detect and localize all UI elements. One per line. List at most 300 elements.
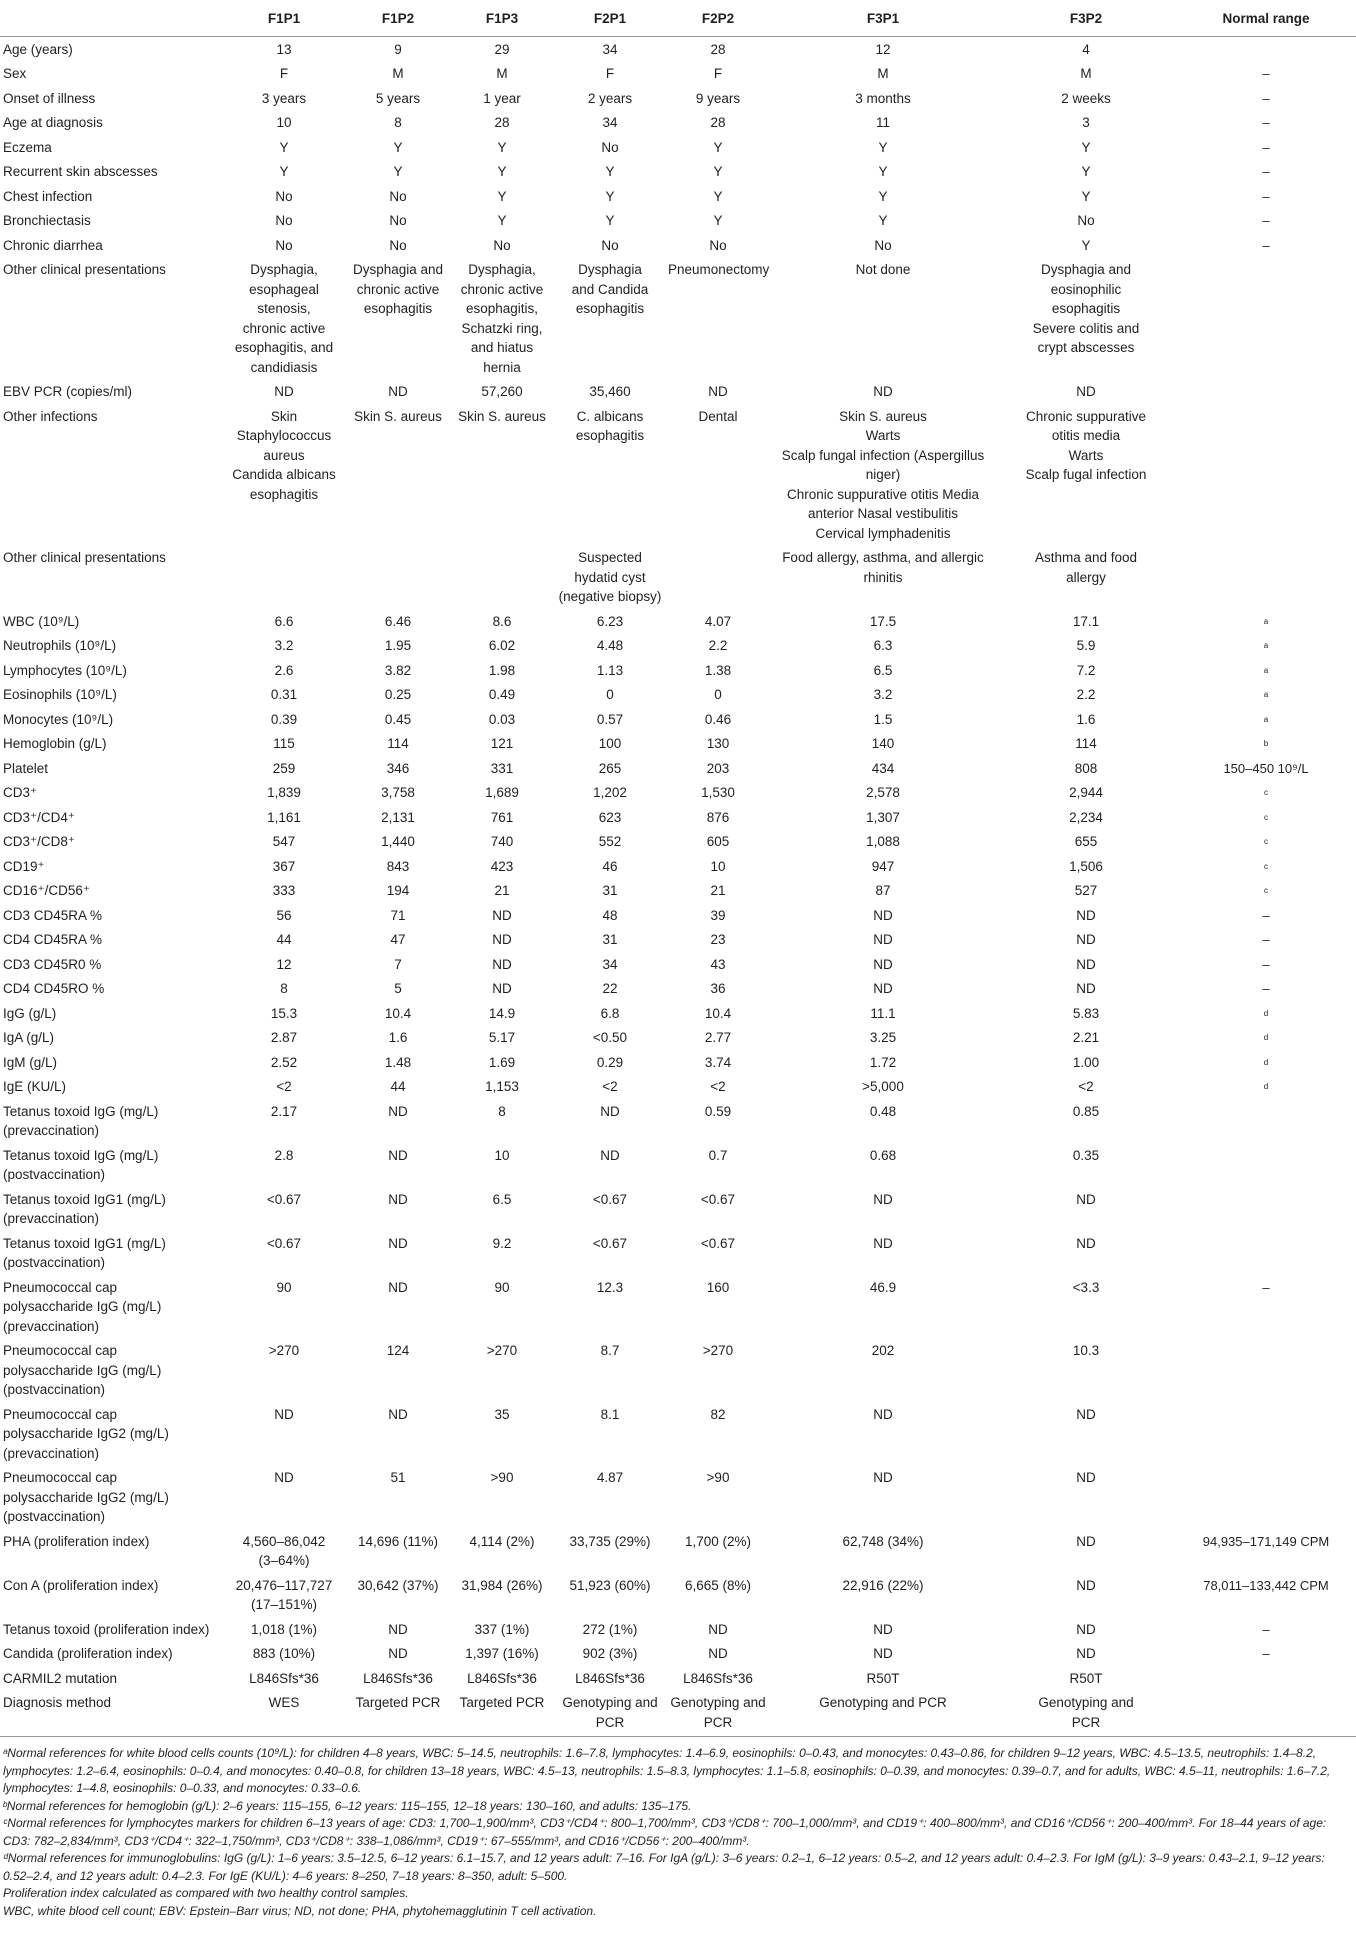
cell-line: ND xyxy=(1076,981,1096,996)
value-cell xyxy=(770,682,996,707)
value-cell xyxy=(770,1275,996,1339)
header-cell-f1p2: F1P2 xyxy=(346,0,450,36)
row-label xyxy=(0,61,222,86)
cell-line: 4.48 xyxy=(596,638,624,653)
cell-line: 2.6 xyxy=(274,662,294,678)
value-cell xyxy=(996,854,1176,879)
row-label xyxy=(0,1187,222,1231)
normal-range-cell xyxy=(1176,1690,1356,1737)
cell-line: (3–64%) xyxy=(258,1553,310,1568)
cell-line: ND xyxy=(873,1406,893,1422)
cell-line: a xyxy=(1263,616,1269,626)
cell-line: ND xyxy=(388,1621,408,1637)
value-cell xyxy=(346,135,450,160)
cell-line: CD3 CD45RA % xyxy=(3,907,103,923)
cell-line: WBC (10⁹/L) xyxy=(3,613,80,629)
cell-line: 3 xyxy=(1082,115,1090,130)
value-cell xyxy=(666,1074,770,1099)
value-cell xyxy=(666,110,770,135)
cell-line: 0.31 xyxy=(270,687,298,702)
cell-line: 8 xyxy=(280,981,288,996)
table-row xyxy=(0,233,1356,258)
table-row xyxy=(0,135,1356,160)
value-cell xyxy=(666,1529,770,1573)
cell-line: c xyxy=(1264,886,1268,895)
value-cell xyxy=(346,1573,450,1617)
cell-line: ND xyxy=(873,907,893,923)
cell-line: Y xyxy=(1081,188,1091,204)
cell-line: ND xyxy=(1076,1235,1096,1251)
value-cell xyxy=(996,61,1176,86)
value-cell xyxy=(450,135,554,160)
value-cell xyxy=(666,707,770,732)
cell-line: 1.69 xyxy=(488,1054,516,1070)
cell-line: <0.67 xyxy=(700,1191,736,1207)
value-cell xyxy=(554,609,666,634)
header-cell-blank xyxy=(0,0,222,36)
value-cell xyxy=(996,731,1176,756)
cell-line: – xyxy=(1262,932,1270,947)
cell-line: 124 xyxy=(386,1343,410,1358)
normal-range-cell xyxy=(1176,1231,1356,1275)
row-label xyxy=(0,159,222,184)
cell-line: – xyxy=(1262,981,1270,996)
value-cell xyxy=(770,86,996,111)
row-label xyxy=(0,903,222,928)
normal-range-cell xyxy=(1176,545,1356,609)
cell-line: CD3 CD45R0 % xyxy=(3,956,102,972)
value-cell xyxy=(770,233,996,258)
cell-line: ND xyxy=(873,981,893,996)
cell-line: 12 xyxy=(875,41,891,57)
value-cell xyxy=(666,1641,770,1666)
cell-line: 2,234 xyxy=(1069,809,1103,825)
value-cell xyxy=(554,208,666,233)
value-cell xyxy=(450,36,554,61)
value-cell xyxy=(666,379,770,404)
cell-line: 0.45 xyxy=(384,711,412,727)
value-cell xyxy=(554,1690,666,1737)
cell-line: 44 xyxy=(390,1079,406,1094)
value-cell xyxy=(770,805,996,830)
value-cell xyxy=(666,1666,770,1691)
cell-line: Lymphocytes (10⁹/L) xyxy=(3,662,127,678)
value-cell xyxy=(222,404,346,546)
cell-line: Skin S. aureus xyxy=(458,408,546,424)
normal-range-cell xyxy=(1176,609,1356,634)
cell-line: 4,560–86,042 xyxy=(242,1533,326,1549)
row-label xyxy=(0,404,222,546)
table-header-row xyxy=(0,0,1356,36)
value-cell xyxy=(996,86,1176,111)
value-cell xyxy=(666,1143,770,1187)
value-cell xyxy=(346,903,450,928)
header-cell-f1p3: F1P3 xyxy=(450,0,554,36)
value-cell xyxy=(770,658,996,683)
cell-line: ND xyxy=(1076,1621,1096,1637)
value-cell xyxy=(996,952,1176,977)
cell-line: esophagitis xyxy=(575,428,645,443)
row-label xyxy=(0,1690,222,1737)
cell-line: Y xyxy=(713,164,723,179)
table-row xyxy=(0,86,1356,111)
value-cell xyxy=(450,658,554,683)
cell-line: L846Sfs*36 xyxy=(249,1670,319,1686)
cell-line: 4 xyxy=(1082,41,1090,57)
normal-range-cell xyxy=(1176,658,1356,683)
normal-range-cell xyxy=(1176,184,1356,209)
cell-line: 71 xyxy=(390,907,406,923)
value-cell xyxy=(996,1143,1176,1187)
cell-line: 14,696 (11%) xyxy=(357,1533,439,1549)
table-row xyxy=(0,707,1356,732)
cell-line: 3.82 xyxy=(384,662,412,678)
value-cell xyxy=(450,1074,554,1099)
cell-line: 11 xyxy=(875,115,890,130)
cell-line: Food allergy, asthma, and allergic xyxy=(782,550,984,565)
cell-line: <0.67 xyxy=(266,1235,302,1251)
cell-line: ND xyxy=(873,1646,893,1661)
normal-range-cell xyxy=(1176,1617,1356,1642)
row-label xyxy=(0,257,222,379)
cell-line: 194 xyxy=(386,883,410,898)
value-cell xyxy=(666,1465,770,1529)
cell-line: F xyxy=(279,66,289,81)
normal-range-cell xyxy=(1176,135,1356,160)
cell-line: >90 xyxy=(706,1470,730,1485)
cell-line: 202 xyxy=(871,1343,895,1358)
cell-line: 17.5 xyxy=(869,613,897,629)
cell-line: 8.6 xyxy=(492,613,512,629)
row-label xyxy=(0,1025,222,1050)
cell-line: 17.1 xyxy=(1072,613,1100,629)
value-cell xyxy=(996,233,1176,258)
value-cell xyxy=(666,1099,770,1143)
cell-line: Y xyxy=(497,139,507,155)
cell-line: ND xyxy=(708,384,728,399)
value-cell xyxy=(770,976,996,1001)
value-cell xyxy=(554,1025,666,1050)
value-cell xyxy=(222,545,346,609)
cell-line: – xyxy=(1262,90,1270,106)
cell-line: Eczema xyxy=(3,139,52,155)
cell-line: esophagitis xyxy=(363,301,433,316)
value-cell xyxy=(222,86,346,111)
cell-line: 56 xyxy=(276,907,292,923)
value-cell xyxy=(222,1050,346,1075)
value-cell xyxy=(554,61,666,86)
value-cell xyxy=(996,1074,1176,1099)
value-cell xyxy=(554,1099,666,1143)
value-cell xyxy=(996,184,1176,209)
value-cell xyxy=(346,878,450,903)
cell-line: CD16⁺/CD56⁺ xyxy=(3,883,91,898)
row-label xyxy=(0,854,222,879)
row-label xyxy=(0,1666,222,1691)
value-cell xyxy=(770,829,996,854)
normal-range-cell xyxy=(1176,633,1356,658)
cell-line: 22,916 (22%) xyxy=(842,1577,924,1593)
cell-line: 1,153 xyxy=(485,1079,519,1094)
value-cell xyxy=(996,1338,1176,1402)
normal-range-cell xyxy=(1176,952,1356,977)
normal-range-cell xyxy=(1176,927,1356,952)
cell-line: Y xyxy=(878,164,888,179)
value-cell xyxy=(450,1025,554,1050)
cell-line: (17–151%) xyxy=(250,1597,318,1612)
value-cell xyxy=(996,1187,1176,1231)
cell-line: Eosinophils (10⁹/L) xyxy=(3,687,117,702)
cell-line: Suspected xyxy=(578,550,642,565)
table-row xyxy=(0,756,1356,781)
normal-range-cell xyxy=(1176,110,1356,135)
cell-line: 203 xyxy=(706,760,730,776)
table-row xyxy=(0,903,1356,928)
cell-line: 8 xyxy=(394,115,402,130)
value-cell xyxy=(770,184,996,209)
cell-line: otitis media xyxy=(1051,428,1121,443)
value-cell xyxy=(996,1231,1176,1275)
table-row xyxy=(0,1690,1356,1737)
cell-line: ND xyxy=(274,384,294,399)
value-cell xyxy=(222,976,346,1001)
cell-line: PCR xyxy=(703,1714,733,1730)
value-cell xyxy=(450,976,554,1001)
cell-line: ND xyxy=(873,1621,893,1637)
cell-line: 0.68 xyxy=(869,1147,897,1163)
cell-line: Staphylococcus xyxy=(236,428,332,443)
value-cell xyxy=(996,633,1176,658)
value-cell xyxy=(666,1001,770,1026)
value-cell xyxy=(996,135,1176,160)
table-row xyxy=(0,1338,1356,1402)
cell-line: polysaccharide IgG (mg/L) xyxy=(3,1362,162,1378)
cell-line: 30,642 (37%) xyxy=(357,1577,439,1593)
normal-range-cell xyxy=(1176,707,1356,732)
cell-line: 28 xyxy=(494,115,510,130)
cell-line: 1,307 xyxy=(866,809,900,825)
value-cell xyxy=(554,658,666,683)
footnote: ᵃNormal references for white blood cells counts (10⁹/L): for children 4–8 years, WBC: 5–14.5, neutrophils: 1.6–7.8, lymphocytes: 1.4–6.9, eosinophils: 0–0.43, and monocytes: 0.43–0.86, for children 9–12 years, WBC: 4.5–13.5, neutrophils: 1.4–8.2, lymphocytes: 1.2–6.4, eosinophils: 0–0.4, and monocytes: 0.40–0.8, for children 13–18 years, WBC: 4.5–13, neutrophils: 1.5–8.3, lymphocytes: 1.1–5.8, eosinophils: 0–0.39, and monocytes: 0.39–0.7, and for adults, WBC: 4.5–11, neutrophils: 1.6–7.2, lymphocytes: 1–4.8, eosinophils: 0–0.33, and monocytes: 0.33–0.6. xyxy=(3,1746,1331,1795)
value-cell xyxy=(996,1275,1176,1339)
cell-line: ND xyxy=(1076,1191,1096,1207)
value-cell xyxy=(450,780,554,805)
cell-line: Genotyping and xyxy=(562,1695,658,1710)
value-cell xyxy=(222,110,346,135)
value-cell xyxy=(770,1402,996,1466)
cell-line: IgE (KU/L) xyxy=(3,1079,67,1094)
value-cell xyxy=(554,903,666,928)
cell-line: 114 xyxy=(387,736,409,751)
value-cell xyxy=(554,159,666,184)
row-label xyxy=(0,545,222,609)
cell-line: Tetanus toxoid IgG (mg/L) xyxy=(3,1147,159,1163)
cell-line: 21 xyxy=(494,883,510,898)
cell-line: (postvaccination) xyxy=(3,1255,106,1270)
cell-line: 6.23 xyxy=(596,613,624,629)
value-cell xyxy=(666,208,770,233)
cell-line: c xyxy=(1264,788,1268,797)
value-cell xyxy=(996,805,1176,830)
table-row xyxy=(0,1143,1356,1187)
value-cell xyxy=(996,545,1176,609)
value-cell xyxy=(346,1275,450,1339)
row-label xyxy=(0,184,222,209)
cell-line: 1.00 xyxy=(1072,1054,1100,1070)
cell-line: Diagnosis method xyxy=(3,1695,112,1710)
cell-line: d xyxy=(1263,1008,1269,1018)
value-cell xyxy=(666,903,770,928)
row-label xyxy=(0,233,222,258)
value-cell xyxy=(770,1465,996,1529)
cell-line: – xyxy=(1262,115,1270,130)
value-cell xyxy=(554,1074,666,1099)
cell-line: Y xyxy=(393,139,403,155)
cell-line: Y xyxy=(279,164,289,179)
value-cell xyxy=(554,404,666,546)
value-cell xyxy=(346,1690,450,1737)
row-label xyxy=(0,1231,222,1275)
value-cell xyxy=(666,658,770,683)
cell-line: 0.29 xyxy=(596,1054,624,1070)
table-row xyxy=(0,208,1356,233)
value-cell xyxy=(770,1690,996,1737)
cell-line: crypt abscesses xyxy=(1037,340,1135,355)
value-cell xyxy=(770,903,996,928)
value-cell xyxy=(450,1666,554,1691)
cell-line: 272 (1%) xyxy=(582,1621,638,1637)
normal-range-cell xyxy=(1176,404,1356,546)
cell-line: ND xyxy=(708,1646,728,1661)
value-cell xyxy=(666,135,770,160)
cell-line: Y xyxy=(497,164,507,179)
cell-line: – xyxy=(1262,1646,1270,1661)
cell-line: Y xyxy=(1081,164,1091,179)
cell-line: 3.74 xyxy=(704,1054,732,1070)
cell-line: ND xyxy=(492,956,512,972)
cell-line: (prevaccination) xyxy=(3,1211,100,1226)
cell-line: IgM (g/L) xyxy=(3,1054,58,1070)
value-cell xyxy=(222,903,346,928)
value-cell xyxy=(554,86,666,111)
value-cell xyxy=(666,854,770,879)
value-cell xyxy=(450,1573,554,1617)
table-row xyxy=(0,1275,1356,1339)
cell-line: a xyxy=(1263,690,1269,699)
normal-range-cell xyxy=(1176,61,1356,86)
cell-line: 9 xyxy=(394,41,402,57)
cell-line: 1,700 (2%) xyxy=(684,1533,752,1549)
value-cell xyxy=(666,1050,770,1075)
cell-line: ND xyxy=(388,1147,408,1163)
cell-line: Tetanus toxoid (proliferation index) xyxy=(3,1621,210,1637)
cell-line: esophagitis xyxy=(1051,301,1121,316)
cell-line: 2.17 xyxy=(270,1103,298,1119)
value-cell xyxy=(996,1001,1176,1026)
cell-line: 6.8 xyxy=(600,1005,620,1021)
value-cell xyxy=(770,1187,996,1231)
cell-line: 3 months xyxy=(855,90,911,106)
cell-line: F xyxy=(713,66,723,81)
value-cell xyxy=(222,658,346,683)
cell-line: Sex xyxy=(3,66,27,81)
value-cell xyxy=(770,379,996,404)
cell-line: 10.3 xyxy=(1072,1343,1100,1358)
cell-line: 6.02 xyxy=(488,638,516,653)
cell-line: Genotyping and xyxy=(670,1695,766,1710)
value-cell xyxy=(770,609,996,634)
value-cell xyxy=(996,404,1176,546)
value-cell xyxy=(770,1143,996,1187)
value-cell xyxy=(554,1465,666,1529)
value-cell xyxy=(346,404,450,546)
normal-range-cell xyxy=(1176,1338,1356,1402)
cell-line: <2 xyxy=(1078,1079,1094,1094)
cell-line: a xyxy=(1263,641,1269,650)
table-row xyxy=(0,1001,1356,1026)
value-cell xyxy=(770,633,996,658)
cell-line: and hiatus xyxy=(470,340,534,355)
cell-line: 23 xyxy=(710,932,726,947)
cell-line: 2.52 xyxy=(270,1054,298,1070)
value-cell xyxy=(996,609,1176,634)
value-cell xyxy=(666,1402,770,1466)
value-cell xyxy=(222,257,346,379)
value-cell xyxy=(554,184,666,209)
row-label xyxy=(0,829,222,854)
value-cell xyxy=(222,159,346,184)
value-cell xyxy=(222,829,346,854)
cell-line: Y xyxy=(605,188,615,204)
value-cell xyxy=(666,1231,770,1275)
value-cell xyxy=(346,184,450,209)
cell-line: 1.13 xyxy=(596,662,624,678)
cell-line: – xyxy=(1262,139,1270,155)
cell-line: d xyxy=(1263,1057,1269,1067)
table-row xyxy=(0,1050,1356,1075)
cell-line: <0.67 xyxy=(266,1191,302,1207)
cell-line: 2 weeks xyxy=(1061,90,1111,106)
value-cell xyxy=(346,756,450,781)
value-cell xyxy=(770,878,996,903)
normal-range-cell xyxy=(1176,976,1356,1001)
value-cell xyxy=(770,1001,996,1026)
table-footnotes xyxy=(0,1737,1356,1920)
value-cell xyxy=(222,184,346,209)
cell-line: 43 xyxy=(710,956,726,972)
value-cell xyxy=(346,927,450,952)
value-cell xyxy=(450,61,554,86)
cell-line: 0 xyxy=(714,687,722,702)
cell-line: 31 xyxy=(602,883,618,898)
cell-line: 94,935–171,149 CPM xyxy=(1202,1533,1330,1549)
table-row xyxy=(0,878,1356,903)
value-cell xyxy=(450,404,554,546)
cell-line: 22 xyxy=(602,981,618,996)
cell-line: No xyxy=(275,213,293,228)
value-cell xyxy=(222,1573,346,1617)
table-row xyxy=(0,184,1356,209)
cell-line: Dysphagia and xyxy=(1040,262,1132,277)
cell-line: 3.25 xyxy=(869,1030,897,1045)
value-cell xyxy=(222,61,346,86)
cell-line: esophagitis xyxy=(249,486,319,502)
cell-line: ND xyxy=(388,1646,408,1661)
value-cell xyxy=(996,1050,1176,1075)
normal-range-cell xyxy=(1176,1465,1356,1529)
value-cell xyxy=(996,1465,1176,1529)
cell-line: 0.35 xyxy=(1072,1147,1100,1163)
